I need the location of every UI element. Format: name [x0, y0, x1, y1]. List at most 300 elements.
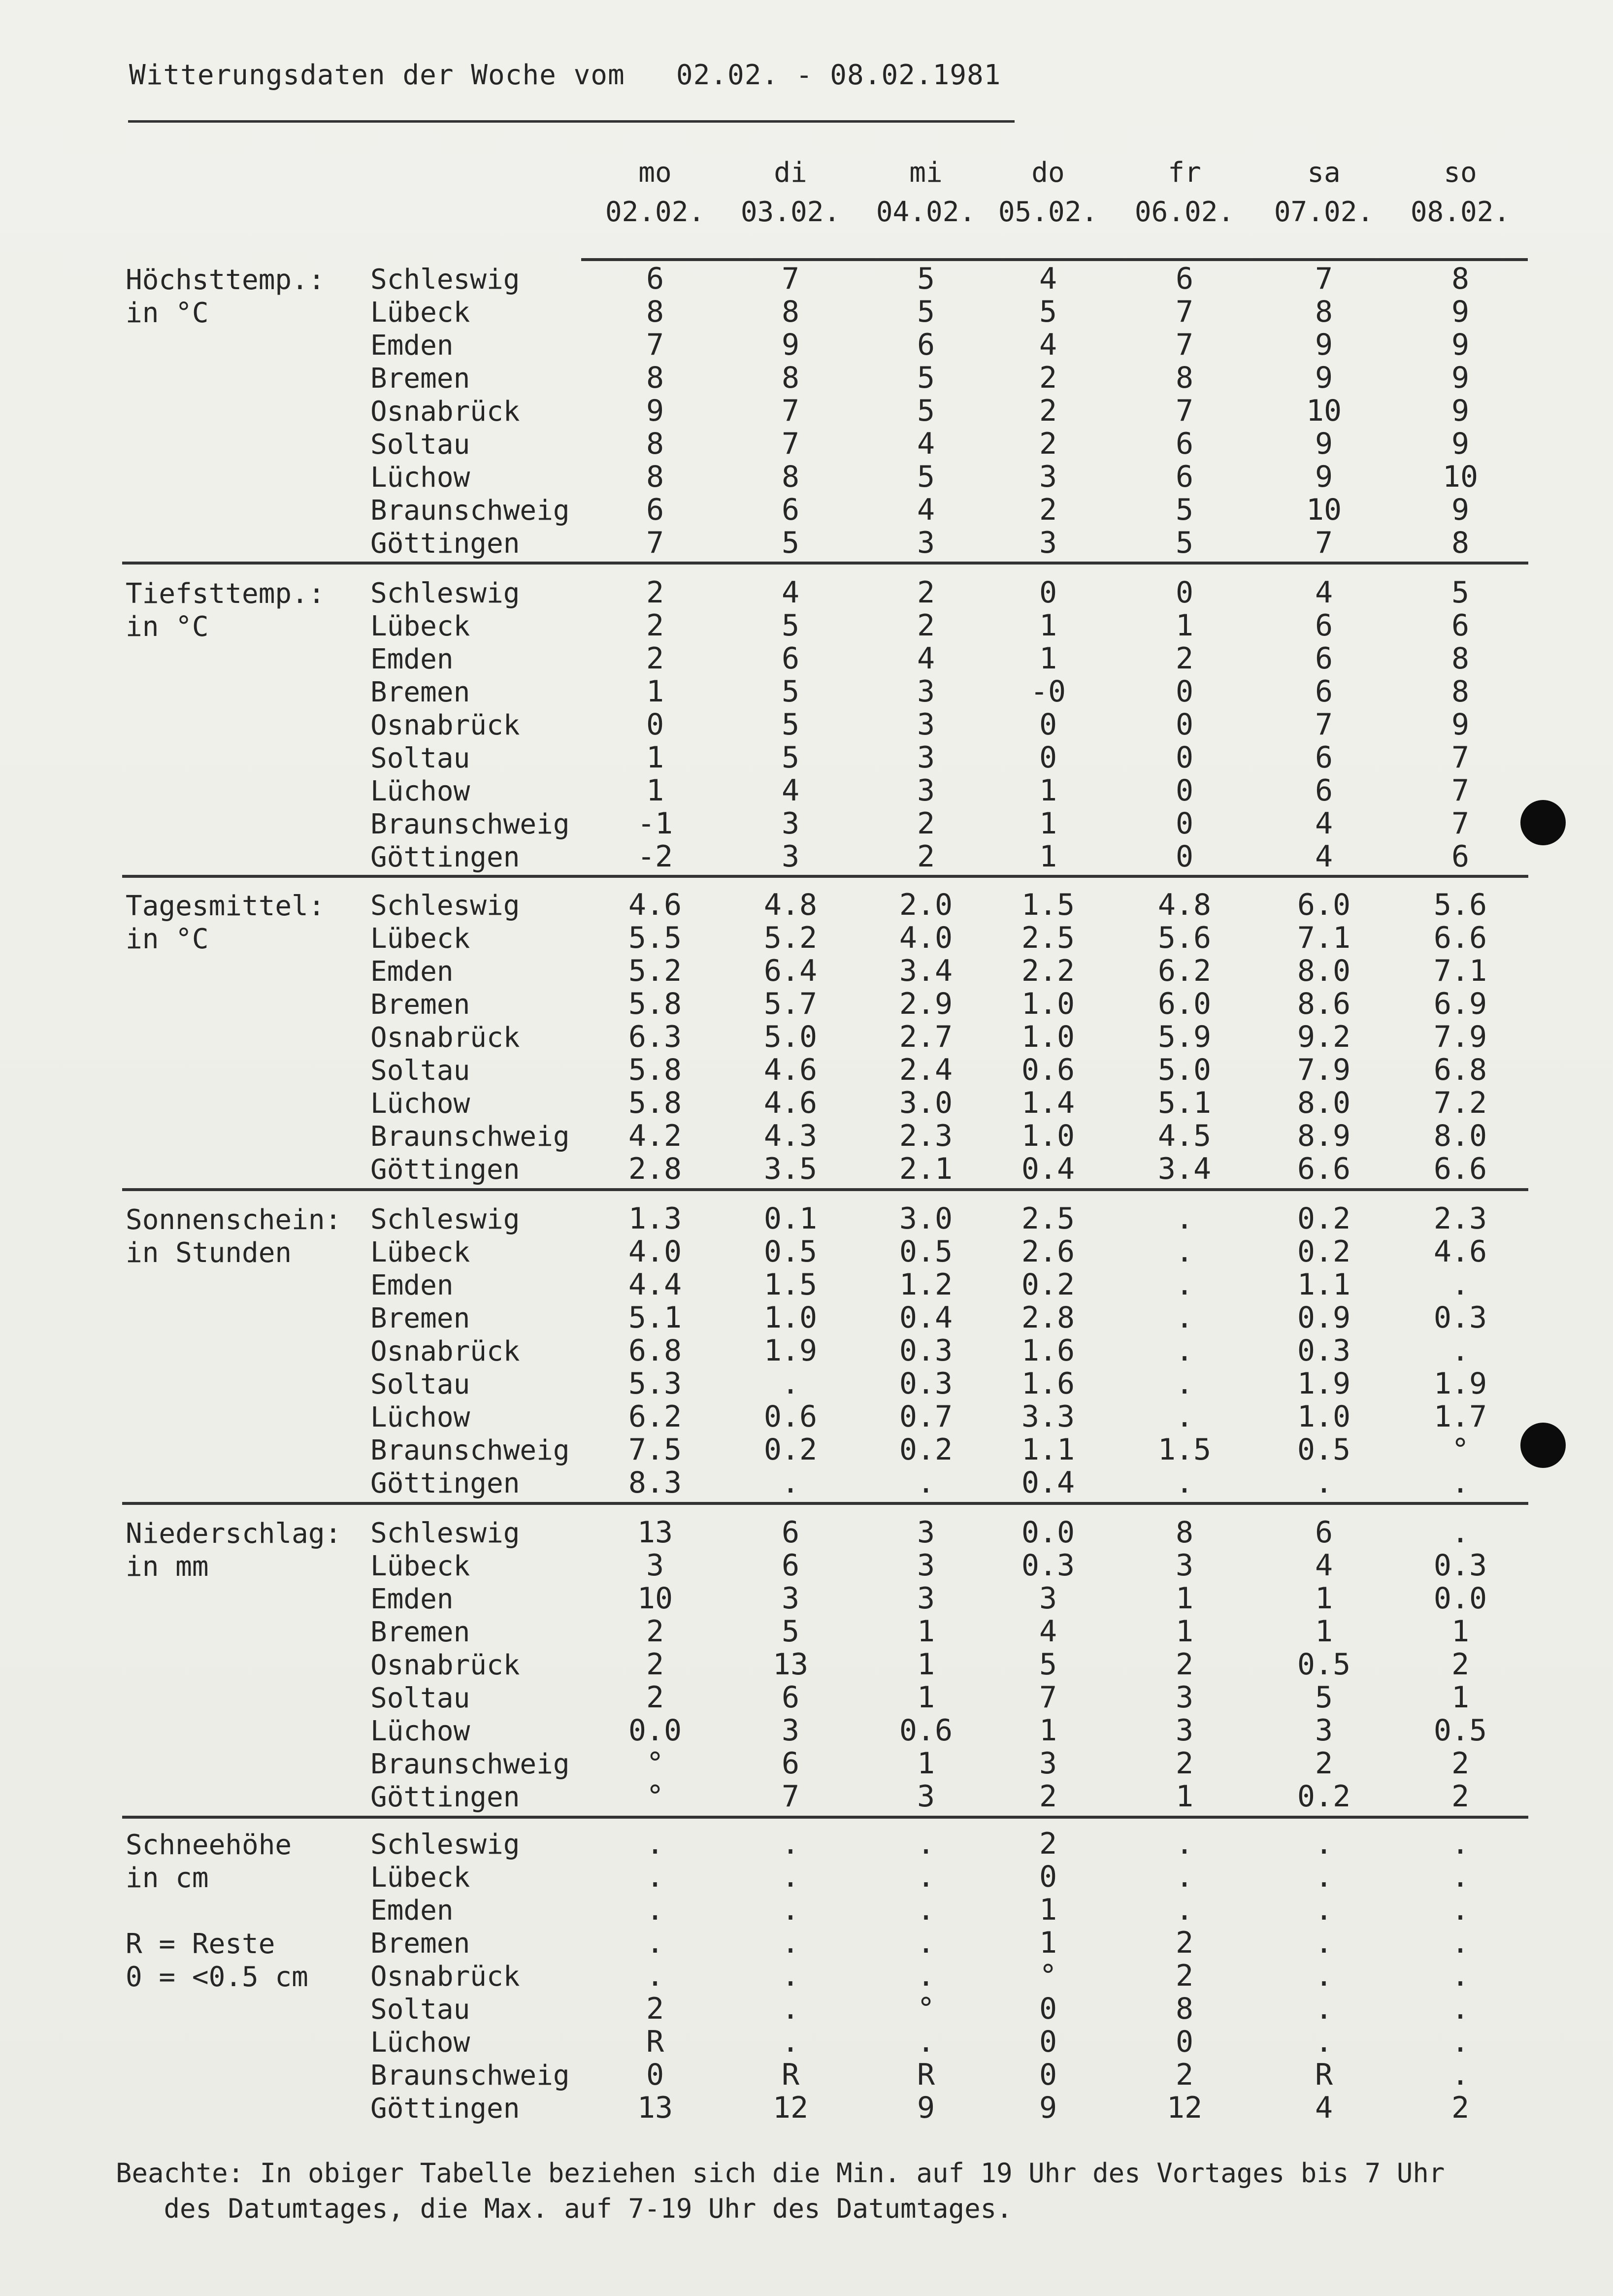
- table-cell: .: [917, 2025, 935, 2059]
- table-cell: 5.1: [1157, 1086, 1212, 1120]
- table-cell: 8: [1451, 526, 1470, 560]
- table-cell: 8: [1451, 674, 1470, 709]
- table-cell: .: [1175, 1201, 1194, 1236]
- table-cell: 3: [1315, 1713, 1333, 1748]
- table-cell: .: [781, 1926, 800, 1960]
- day-date-1: 03.02.: [740, 196, 841, 228]
- table-cell: °: [646, 1746, 664, 1781]
- table-cell: 1: [646, 674, 664, 709]
- city-label: Lüchow: [370, 1401, 470, 1433]
- table-cell: 6: [917, 328, 935, 362]
- table-cell: 3.5: [763, 1152, 818, 1186]
- table-cell: 3: [1039, 526, 1057, 560]
- city-label: Braunschweig: [370, 1121, 570, 1153]
- table-cell: 2: [646, 608, 664, 643]
- table-cell: .: [1451, 1515, 1470, 1550]
- table-cell: 9: [1451, 707, 1470, 742]
- table-cell: 8.0: [1433, 1119, 1487, 1153]
- table-cell: 1: [917, 1746, 935, 1781]
- table-cell: 8: [646, 460, 664, 494]
- table-cell: 2.9: [899, 987, 953, 1021]
- day-date-3: 05.02.: [998, 196, 1098, 228]
- table-cell: 2.4: [899, 1053, 953, 1087]
- table-cell: 0.0: [1021, 1515, 1075, 1550]
- table-cell: 7: [1451, 806, 1470, 841]
- table-cell: 2: [1039, 394, 1057, 428]
- table-cell: 0: [1039, 2025, 1057, 2059]
- table-cell: R: [781, 2058, 800, 2092]
- table-cell: -2: [637, 839, 673, 874]
- table-cell: 12: [772, 2091, 809, 2125]
- table-cell: 3: [917, 674, 935, 709]
- table-cell: 1.0: [1297, 1399, 1351, 1434]
- table-cell: 6.9: [1433, 987, 1487, 1021]
- table-cell: 5.8: [628, 1053, 682, 1087]
- city-label: Braunschweig: [370, 495, 570, 527]
- table-cell: 1: [1175, 1779, 1194, 1814]
- day-name-6: so: [1444, 157, 1477, 189]
- table-cell: 6: [781, 1548, 800, 1583]
- table-cell: 1: [1039, 1926, 1057, 1960]
- table-cell: 7: [1451, 773, 1470, 808]
- table-cell: 8: [1175, 1515, 1194, 1550]
- city-label: Osnabrück: [370, 1961, 520, 1993]
- city-label: Bremen: [370, 1928, 470, 1960]
- title-underline: [128, 120, 1015, 123]
- table-cell: 7: [781, 262, 800, 296]
- city-label: Osnabrück: [370, 1649, 520, 1681]
- table-cell: 9: [1039, 2091, 1057, 2125]
- table-cell: 2: [646, 1647, 664, 1682]
- table-cell: 2.8: [628, 1152, 682, 1186]
- table-cell: 3: [1039, 1746, 1057, 1781]
- city-label: Emden: [370, 330, 454, 362]
- table-cell: 7: [781, 427, 800, 461]
- table-cell: .: [917, 1959, 935, 1993]
- table-cell: 9: [1451, 493, 1470, 527]
- table-cell: 3: [781, 1581, 800, 1616]
- table-cell: .: [1315, 1959, 1333, 1993]
- table-cell: 3: [917, 773, 935, 808]
- table-cell: 6: [1315, 1515, 1333, 1550]
- table-cell: 8: [1451, 262, 1470, 296]
- table-cell: 5: [1175, 526, 1194, 560]
- table-cell: 0.6: [899, 1713, 953, 1748]
- city-label: Lübeck: [370, 610, 470, 642]
- table-cell: 9: [781, 328, 800, 362]
- table-cell: 0: [1039, 2058, 1057, 2092]
- table-cell: 3.4: [1157, 1152, 1212, 1186]
- table-cell: .: [1451, 1267, 1470, 1302]
- table-cell: 7: [1315, 526, 1333, 560]
- table-cell: 1.9: [1433, 1366, 1487, 1401]
- table-cell: .: [917, 1926, 935, 1960]
- table-cell: 1.4: [1021, 1086, 1075, 1120]
- day-name-2: mi: [909, 157, 943, 189]
- table-cell: .: [1315, 1992, 1333, 2026]
- table-cell: 0: [1175, 806, 1194, 841]
- table-cell: 7: [781, 394, 800, 428]
- city-label: Osnabrück: [370, 396, 520, 428]
- table-cell: 2: [1451, 2091, 1470, 2125]
- table-cell: 8: [781, 460, 800, 494]
- table-cell: 1: [1039, 1713, 1057, 1748]
- section-label: Tagesmittel: in °C: [126, 890, 325, 955]
- table-cell: 2.2: [1021, 954, 1075, 988]
- table-cell: 9: [1315, 460, 1333, 494]
- table-cell: 0: [1175, 707, 1194, 742]
- table-cell: 5: [781, 526, 800, 560]
- table-cell: 0.4: [1021, 1152, 1075, 1186]
- city-label: Bremen: [370, 363, 470, 395]
- table-cell: 7.2: [1433, 1086, 1487, 1120]
- table-cell: 10: [1442, 460, 1479, 494]
- table-cell: 7.1: [1433, 954, 1487, 988]
- table-cell: .: [781, 1860, 800, 1894]
- day-name-3: do: [1031, 157, 1065, 189]
- table-cell: 4: [1315, 2091, 1333, 2125]
- table-cell: 5: [1039, 1647, 1057, 1682]
- table-cell: 7.9: [1433, 1020, 1487, 1054]
- table-cell: 1.6: [1021, 1333, 1075, 1368]
- section-rule: [122, 875, 1528, 878]
- table-cell: 6: [1315, 608, 1333, 643]
- table-cell: .: [1175, 1267, 1194, 1302]
- table-cell: 9.2: [1297, 1020, 1351, 1054]
- table-cell: 1.0: [1021, 1119, 1075, 1153]
- table-cell: 6: [781, 1680, 800, 1715]
- table-cell: 2: [1451, 1779, 1470, 1814]
- table-cell: 4: [917, 427, 935, 461]
- table-cell: 0: [646, 707, 664, 742]
- table-cell: .: [1175, 1234, 1194, 1269]
- table-cell: 4: [917, 493, 935, 527]
- table-cell: °: [646, 1779, 664, 1814]
- table-cell: 0.4: [899, 1300, 953, 1335]
- table-cell: 2: [1451, 1746, 1470, 1781]
- table-cell: 4.6: [628, 888, 682, 922]
- table-cell: 6.8: [628, 1333, 682, 1368]
- table-cell: 7: [1039, 1680, 1057, 1715]
- table-cell: 3: [781, 806, 800, 841]
- table-cell: 4.6: [763, 1053, 818, 1087]
- city-label: Soltau: [370, 742, 470, 774]
- table-cell: 5: [781, 1614, 800, 1649]
- table-cell: .: [781, 1893, 800, 1927]
- table-cell: 13: [637, 2091, 673, 2125]
- document-title: Witterungsdaten der Woche vom 02.02. - 08.02.1981: [129, 59, 1001, 91]
- table-cell: 5: [917, 262, 935, 296]
- table-cell: 8: [646, 427, 664, 461]
- footnote-line-2: des Datumtages, die Max. auf 7-19 Uhr des Datumtages.: [116, 2193, 1013, 2224]
- table-cell: 3: [1039, 460, 1057, 494]
- table-cell: 0.2: [1297, 1201, 1351, 1236]
- city-label: Braunschweig: [370, 808, 570, 840]
- table-cell: 5: [1175, 493, 1194, 527]
- table-cell: 6.0: [1297, 888, 1351, 922]
- table-cell: .: [1175, 1827, 1194, 1861]
- table-cell: .: [1451, 1333, 1470, 1368]
- table-cell: 6: [646, 262, 664, 296]
- table-cell: 5: [781, 674, 800, 709]
- table-cell: 6: [1451, 608, 1470, 643]
- table-cell: 7: [781, 1779, 800, 1814]
- table-cell: 6: [1451, 839, 1470, 874]
- table-cell: .: [1175, 1860, 1194, 1894]
- table-cell: 6.8: [1433, 1053, 1487, 1087]
- table-cell: 1.3: [628, 1201, 682, 1236]
- table-cell: R: [917, 2058, 935, 2092]
- table-cell: 0: [1175, 575, 1194, 610]
- table-cell: 1.1: [1297, 1267, 1351, 1302]
- table-cell: 8: [781, 361, 800, 395]
- table-cell: 5: [781, 608, 800, 643]
- table-cell: 6: [1315, 641, 1333, 676]
- table-cell: 5.8: [628, 1086, 682, 1120]
- table-cell: 4.8: [763, 888, 818, 922]
- city-label: Schleswig: [370, 890, 520, 922]
- table-cell: 1.9: [763, 1333, 818, 1368]
- table-cell: 1: [917, 1647, 935, 1682]
- table-cell: 8.0: [1297, 954, 1351, 988]
- table-cell: R: [1315, 2058, 1333, 2092]
- table-cell: .: [1315, 1860, 1333, 1894]
- table-cell: .: [1451, 1992, 1470, 2026]
- table-cell: 1: [1451, 1680, 1470, 1715]
- table-cell: 2: [917, 806, 935, 841]
- table-cell: 3: [781, 1713, 800, 1748]
- table-cell: 0.0: [628, 1713, 682, 1748]
- table-cell: 6.2: [628, 1399, 682, 1434]
- table-cell: 10: [1306, 394, 1342, 428]
- table-cell: 0: [1175, 2025, 1194, 2059]
- table-cell: 1: [917, 1614, 935, 1649]
- table-cell: 0.5: [763, 1234, 818, 1269]
- table-cell: 6: [646, 493, 664, 527]
- table-cell: .: [917, 1860, 935, 1894]
- table-cell: 7.1: [1297, 921, 1351, 955]
- city-label: Göttingen: [370, 841, 520, 873]
- table-cell: 3: [917, 1581, 935, 1616]
- day-name-0: mo: [638, 157, 672, 189]
- table-cell: 5: [917, 394, 935, 428]
- table-cell: 5: [917, 295, 935, 329]
- table-cell: 13: [772, 1647, 809, 1682]
- table-cell: 5.8: [628, 987, 682, 1021]
- table-cell: 1.7: [1433, 1399, 1487, 1434]
- table-cell: 9: [1315, 361, 1333, 395]
- table-cell: 9: [1451, 394, 1470, 428]
- city-label: Göttingen: [370, 1781, 520, 1813]
- table-cell: 2: [1451, 1647, 1470, 1682]
- table-cell: 1.9: [1297, 1366, 1351, 1401]
- table-cell: 1: [1175, 1581, 1194, 1616]
- city-label: Bremen: [370, 1616, 470, 1648]
- table-cell: 0.7: [899, 1399, 953, 1434]
- table-cell: .: [1451, 1893, 1470, 1927]
- table-cell: .: [781, 1959, 800, 1993]
- table-cell: 12: [1166, 2091, 1203, 2125]
- city-label: Lübeck: [370, 923, 470, 955]
- table-cell: 8.0: [1297, 1086, 1351, 1120]
- day-name-4: fr: [1168, 157, 1201, 189]
- table-cell: 0: [1039, 575, 1057, 610]
- day-date-2: 04.02.: [876, 196, 976, 228]
- table-cell: 4: [1315, 1548, 1333, 1583]
- table-cell: 3: [1175, 1713, 1194, 1748]
- table-cell: .: [646, 1959, 664, 1993]
- city-label: Lübeck: [370, 1862, 470, 1894]
- table-cell: 5.1: [628, 1300, 682, 1335]
- city-label: Braunschweig: [370, 1748, 570, 1780]
- table-cell: 5: [1039, 295, 1057, 329]
- table-cell: 3.3: [1021, 1399, 1075, 1434]
- table-cell: 0.2: [1297, 1234, 1351, 1269]
- city-label: Braunschweig: [370, 1434, 570, 1466]
- table-cell: 6: [781, 493, 800, 527]
- table-cell: 1: [1175, 1614, 1194, 1649]
- table-cell: .: [1175, 1893, 1194, 1927]
- city-label: Bremen: [370, 676, 470, 708]
- table-cell: .: [917, 1827, 935, 1861]
- table-cell: 4: [1315, 839, 1333, 874]
- table-cell: 3.0: [899, 1086, 953, 1120]
- table-cell: 8.6: [1297, 987, 1351, 1021]
- city-label: Soltau: [370, 1994, 470, 2026]
- section-rule: [122, 1188, 1528, 1191]
- table-cell: 6: [1315, 740, 1333, 775]
- table-cell: 1: [1039, 773, 1057, 808]
- city-label: Bremen: [370, 989, 470, 1021]
- table-cell: 4.6: [763, 1086, 818, 1120]
- city-label: Göttingen: [370, 528, 520, 560]
- city-label: Emden: [370, 1583, 454, 1615]
- table-cell: 8: [1175, 361, 1194, 395]
- city-label: Schleswig: [370, 577, 520, 609]
- table-cell: .: [646, 1827, 664, 1861]
- table-cell: 0.3: [899, 1366, 953, 1401]
- table-cell: 8: [1451, 641, 1470, 676]
- table-cell: 6: [1315, 773, 1333, 808]
- table-cell: 7: [646, 526, 664, 560]
- table-cell: 1.0: [1021, 1020, 1075, 1054]
- table-cell: 6.6: [1297, 1152, 1351, 1186]
- table-cell: 8: [1175, 1992, 1194, 2026]
- table-cell: 4.2: [628, 1119, 682, 1153]
- table-cell: .: [917, 1893, 935, 1927]
- city-label: Lüchow: [370, 1715, 470, 1747]
- table-cell: °: [1451, 1432, 1470, 1467]
- city-label: Osnabrück: [370, 709, 520, 741]
- table-cell: 6.2: [1157, 954, 1212, 988]
- table-cell: 9: [1315, 427, 1333, 461]
- table-cell: 0.5: [1433, 1713, 1487, 1748]
- table-cell: .: [646, 1893, 664, 1927]
- table-cell: 0: [1039, 1860, 1057, 1894]
- table-cell: .: [646, 1926, 664, 1960]
- table-cell: .: [1175, 1465, 1194, 1500]
- table-cell: 1: [1175, 608, 1194, 643]
- city-label: Lübeck: [370, 297, 470, 329]
- table-cell: 2: [1175, 1647, 1194, 1682]
- table-cell: .: [1175, 1399, 1194, 1434]
- table-cell: .: [917, 1465, 935, 1500]
- table-cell: 5.2: [628, 954, 682, 988]
- table-cell: 5.6: [1157, 921, 1212, 955]
- city-label: Braunschweig: [370, 2060, 570, 2092]
- section-rule: [122, 1816, 1528, 1819]
- table-cell: 2: [1039, 427, 1057, 461]
- table-cell: 10: [637, 1581, 673, 1616]
- table-cell: 0.1: [763, 1201, 818, 1236]
- table-cell: 6.3: [628, 1020, 682, 1054]
- table-cell: 0: [1039, 740, 1057, 775]
- header-rule: [581, 258, 1528, 261]
- table-cell: 8: [781, 295, 800, 329]
- table-cell: 7: [646, 328, 664, 362]
- city-label: Lübeck: [370, 1550, 470, 1582]
- table-cell: 8: [646, 361, 664, 395]
- table-cell: 2: [1039, 361, 1057, 395]
- table-cell: 1.5: [763, 1267, 818, 1302]
- day-name-5: sa: [1307, 157, 1341, 189]
- city-label: Emden: [370, 1269, 454, 1301]
- table-cell: 9: [1451, 328, 1470, 362]
- table-cell: .: [1451, 2025, 1470, 2059]
- day-date-4: 06.02.: [1134, 196, 1235, 228]
- table-cell: 6: [1175, 427, 1194, 461]
- city-label: Göttingen: [370, 1467, 520, 1499]
- table-cell: 4: [917, 641, 935, 676]
- table-cell: 4.3: [763, 1119, 818, 1153]
- city-label: Göttingen: [370, 2093, 520, 2125]
- table-cell: 0: [646, 2058, 664, 2092]
- table-cell: 4.8: [1157, 888, 1212, 922]
- table-cell: 6.4: [763, 954, 818, 988]
- city-label: Soltau: [370, 1055, 470, 1087]
- city-label: Emden: [370, 643, 454, 675]
- table-cell: 9: [646, 394, 664, 428]
- footnote-line-1: Beachte: In obiger Tabelle beziehen sich die Min. auf 19 Uhr des Vortages bis 7 Uhr: [116, 2158, 1445, 2189]
- table-cell: 3: [1039, 1581, 1057, 1616]
- table-cell: 0: [1039, 1992, 1057, 2026]
- table-cell: 0.4: [1021, 1465, 1075, 1500]
- table-cell: 4.6: [1433, 1234, 1487, 1269]
- table-cell: 8.9: [1297, 1119, 1351, 1153]
- day-date-0: 02.02.: [605, 196, 705, 228]
- table-cell: 0.2: [763, 1432, 818, 1467]
- table-cell: 0.2: [1021, 1267, 1075, 1302]
- table-cell: 8: [1315, 295, 1333, 329]
- table-cell: 2: [1175, 641, 1194, 676]
- table-cell: 2: [1039, 1827, 1057, 1861]
- table-cell: 4.0: [899, 921, 953, 955]
- table-cell: 2: [1039, 493, 1057, 527]
- table-cell: .: [1451, 1926, 1470, 1960]
- table-cell: 5: [781, 707, 800, 742]
- table-cell: 6: [1175, 460, 1194, 494]
- table-cell: 8: [646, 295, 664, 329]
- table-cell: .: [1175, 1366, 1194, 1401]
- table-cell: 3: [917, 1548, 935, 1583]
- table-cell: 3: [646, 1548, 664, 1583]
- table-cell: 2.0: [899, 888, 953, 922]
- table-cell: 1: [1039, 641, 1057, 676]
- table-cell: 2: [646, 1992, 664, 2026]
- table-cell: 9: [1451, 361, 1470, 395]
- table-cell: 1.1: [1021, 1432, 1075, 1467]
- table-cell: 5.5: [628, 921, 682, 955]
